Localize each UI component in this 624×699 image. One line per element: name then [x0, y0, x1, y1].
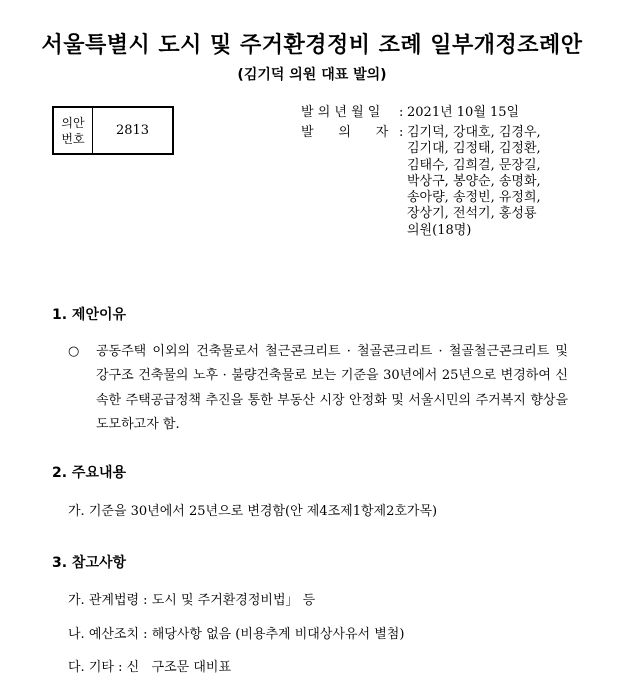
proposer-line: 김기대, 김정태, 김정환,: [407, 141, 541, 157]
proposer-colon: :: [399, 125, 404, 140]
proposer-list: [407, 125, 577, 239]
bill-number: 2813: [115, 123, 150, 138]
proposal-date-value: 2021년 10월 15일: [407, 105, 520, 120]
section-heading-main: 2. 주요내용: [52, 465, 127, 481]
reference-item: 가. 관계법령 : 도시 및 주거환경정비법」 등: [68, 593, 316, 608]
proposer-line: 장상기, 전석기, 홍성룡: [407, 206, 537, 222]
proposal-date-label: 발 의 년 월 일: [301, 105, 381, 120]
proposer-label: 발 의 자: [301, 125, 389, 140]
section-heading-reason: 1. 제안이유: [52, 307, 127, 323]
proposer-line: 의원(18명): [407, 222, 472, 238]
document-subtitle: (김기덕 의원 대표 발의): [237, 67, 387, 83]
reference-item: 다. 기타 : 신 구조문 대비표: [68, 660, 232, 675]
section-heading-reference: 3. 참고사항: [52, 555, 127, 571]
reason-text: 공동주택 이외의 건축물로서 철근콘크리트 · 철골콘크리트 · 철골철근콘크리트 및 강구조 건축물의 노후 · 불량건축물로 보는 기준을 30년에서 25년으로 변경하여 신속한 주택공급정책 추진을 통한 부동산 시장 안정화 및 서울시민의 주거복지 향상을 도모하고자 함.: [96, 344, 568, 432]
bill-label-line1: 의안: [61, 115, 85, 130]
bill-number-box: [52, 106, 174, 155]
reference-item: 나. 예산조치 : 해당사항 없음 (비용추계 비대상사유서 별첨): [68, 627, 405, 642]
reason-paragraph: [68, 340, 568, 437]
proposer-line: 김태수, 김희걸, 문장길,: [407, 157, 541, 173]
document-title: 서울특별시 도시 및 주거환경정비 조례 일부개정조례안: [41, 33, 583, 58]
bill-label-line2: 번호: [61, 131, 85, 146]
proposal-date-colon: :: [399, 105, 404, 120]
proposer-line: 송아량, 송정빈, 유정희,: [407, 190, 541, 206]
proposer-line: 김기덕, 강대호, 김경우,: [407, 125, 541, 140]
bill-number-label: [54, 108, 93, 153]
circle-bullet-icon: ○: [68, 344, 80, 359]
main-item: 가. 기준을 30년에서 25년으로 변경함(안 제4조제1항제2호가목): [68, 504, 438, 519]
proposer-line: 박상구, 봉양순, 송명화,: [407, 173, 541, 189]
